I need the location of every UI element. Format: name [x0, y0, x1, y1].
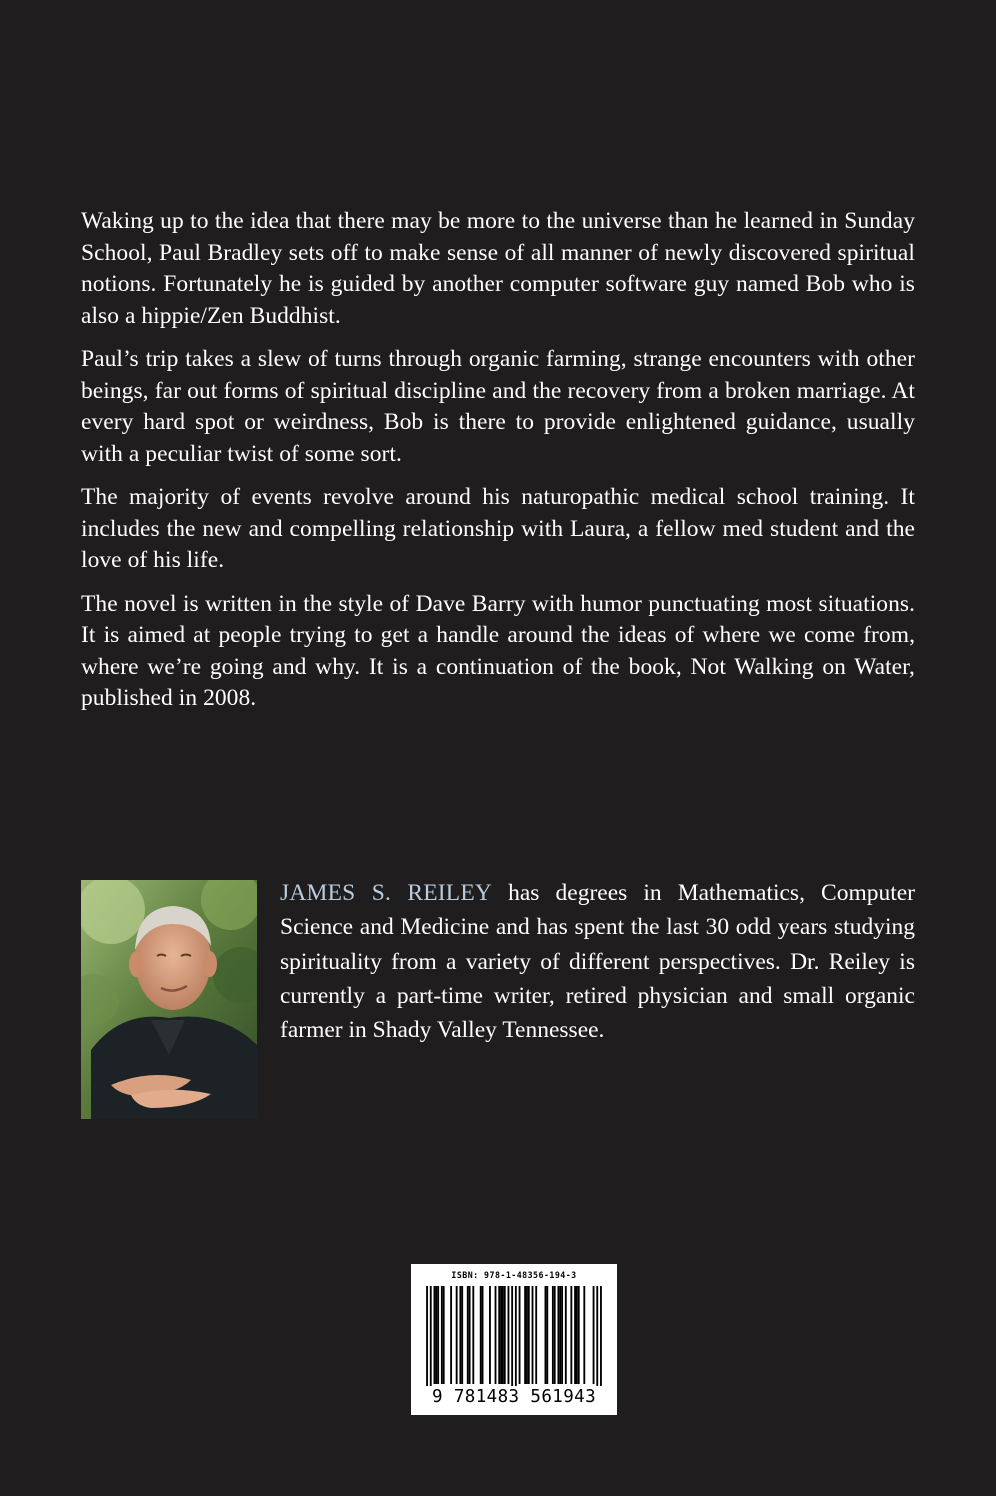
description-paragraph-3: The majority of events revolve around his naturopathic medical school training. It includes the new and compelling relationship with Laura, a fellow med student and the love of his life.	[81, 484, 915, 573]
barcode-bar	[489, 1286, 491, 1384]
barcode-bar	[546, 1286, 548, 1384]
barcode-bar	[583, 1286, 585, 1384]
description-paragraph-2: Paul’s trip takes a slew of turns through organic farming, strange encounters with other beings, far out forms of spiritual discipline and the recovery from a broken marriage. At every hard spot or weirdness, Bob is there to provide enlightened guidance, usually with a peculiar twist of some sort.	[81, 346, 915, 467]
barcode-bar	[467, 1286, 469, 1384]
barcode-bar	[515, 1286, 517, 1392]
barcode-bar	[545, 1286, 547, 1384]
barcode-bar	[593, 1286, 595, 1384]
barcode-bar	[435, 1286, 437, 1384]
barcode-bar	[561, 1286, 563, 1384]
description-paragraph-1: Waking up to the idea that there may be more to the universe than he learned in Sunday School, Paul Bradley sets off to make sense of all manner of newly discovered spiritual notions. Fortunately he is guided by another computer software guy named Bob who is also a hippie/Zen Buddhist.	[81, 208, 915, 329]
barcode-bar	[434, 1286, 436, 1384]
isbn-label: ISBN: 978-1-48356-194-3	[451, 1271, 577, 1281]
barcode-bar	[600, 1286, 602, 1392]
barcode-bar	[450, 1286, 452, 1384]
barcode-bar	[528, 1286, 530, 1384]
barcode-bar	[508, 1286, 510, 1384]
description-paragraph-4: The novel is written in the style of Dave Barry with humor punctuating most situations. It is aimed at people trying to get a handle around the ideas of where we come from, where we’re going and why. It is a continuation of the book, Not Walking on Water, published in 2008.	[81, 590, 915, 711]
barcode-bar	[570, 1286, 572, 1384]
barcode-bar	[500, 1286, 502, 1384]
barcode-bar	[482, 1286, 484, 1384]
author-bio-text: has degrees in Mathematics, Computer Science and Medicine and has spent the last 30 odd years studying spirituality from a variety of different perspectives. Dr. Reiley is currently a part-time writer, retired physician and small organic farmer in Shady Valley Tennessee.	[280, 880, 916, 1044]
barcode-bar	[565, 1286, 567, 1384]
barcode-bar	[480, 1286, 482, 1384]
author-photo	[81, 880, 257, 1119]
isbn-barcode	[411, 1264, 617, 1415]
book-description	[81, 206, 915, 727]
barcode-bar	[535, 1286, 537, 1384]
barcode-bar	[578, 1286, 580, 1384]
barcode-bar	[519, 1286, 521, 1384]
barcode-bar	[472, 1286, 474, 1384]
barcode-bar	[574, 1286, 576, 1384]
author-name: JAMES S. REILEY	[280, 880, 493, 906]
barcode-bar	[498, 1286, 500, 1384]
barcode-bar	[469, 1286, 471, 1384]
barcode-bar	[426, 1286, 428, 1392]
barcode-bar	[437, 1286, 439, 1384]
barcode-bars	[423, 1286, 605, 1392]
barcode-bar	[459, 1286, 461, 1384]
barcode-bar	[532, 1286, 534, 1384]
barcode-bar	[557, 1286, 559, 1384]
barcode-bar	[559, 1286, 561, 1384]
barcode-bar	[524, 1286, 526, 1384]
barcode-bar	[430, 1286, 432, 1392]
barcode-bar	[461, 1286, 463, 1384]
barcode-digits: 9 781483 561943	[415, 1386, 613, 1408]
author-bio	[280, 876, 915, 1047]
barcode-bar	[456, 1286, 458, 1384]
barcode-bar	[554, 1286, 556, 1384]
barcode-bar	[596, 1286, 598, 1392]
barcode-bar	[552, 1286, 554, 1384]
barcode-bar	[502, 1286, 504, 1384]
barcode-bar	[441, 1286, 443, 1384]
barcode-bar	[526, 1286, 528, 1384]
barcode-bar	[443, 1286, 445, 1384]
barcode-bar	[511, 1286, 513, 1392]
barcode-bar	[495, 1286, 497, 1384]
barcode-bar	[504, 1286, 506, 1384]
barcode-bar	[576, 1286, 578, 1384]
